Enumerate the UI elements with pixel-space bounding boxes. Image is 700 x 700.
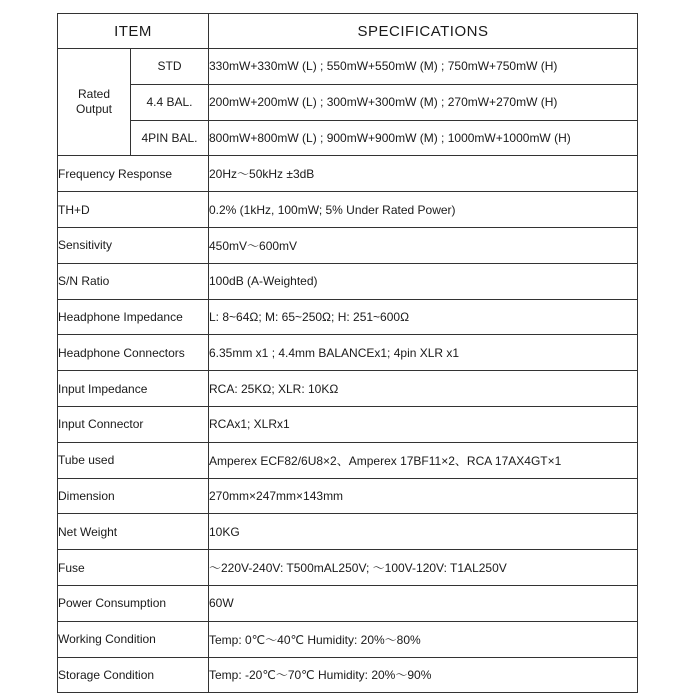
row-value: Temp: -20℃～70℃ Humidity: 20%～90% [209,657,638,693]
table-row [58,227,638,263]
table-row [58,442,638,478]
row-value: 270mm×247mm×143mm [209,478,638,514]
row-value: 10KG [209,514,638,550]
row-value: 6.35mm x1 ; 4.4mm BALANCEx1; 4pin XLR x1 [209,335,638,371]
row-label: Tube used [58,442,209,478]
row-value: Amperex ECF82/6U8×2、Amperex 17BF11×2、RCA 17AX4GT×1 [209,442,638,478]
row-label: Input Impedance [58,371,209,407]
header-row [58,14,638,49]
rated-output-label [58,49,131,156]
table-row [58,120,638,156]
rated-value: 200mW+200mW (L) ; 300mW+300mW (M) ; 270mW+270mW (H) [209,84,638,120]
row-value: 100dB (A-Weighted) [209,263,638,299]
row-value: 20Hz〜50kHz ±3dB [209,156,638,192]
rated-label-line: Rated [77,87,111,102]
row-label: Headphone Impedance [58,299,209,335]
rated-sub-label: 4PIN BAL. [131,120,209,156]
row-value: ～220V-240V: T500mAL250V; ～100V-120V: T1AL250V [209,550,638,586]
row-value: L: 8~64Ω; M: 65~250Ω; H: 251~600Ω [209,299,638,335]
table-row [58,299,638,335]
row-value: 60W [209,585,638,621]
rated-value: 330mW+330mW (L) ; 550mW+550mW (M) ; 750mW+750mW (H) [209,49,638,85]
row-label: Sensitivity [58,227,209,263]
specifications-table [57,13,638,693]
row-label: Frequency Response [58,156,209,192]
rated-value: 800mW+800mW (L) ; 900mW+900mW (M) ; 1000mW+1000mW (H) [209,120,638,156]
table-row [58,406,638,442]
table-row [58,371,638,407]
row-value: 450mV〜600mV [209,227,638,263]
table-row [58,84,638,120]
row-value: RCA: 25KΩ; XLR: 10KΩ [209,371,638,407]
row-label: Fuse [58,550,209,586]
row-label: Dimension [58,478,209,514]
row-label: Working Condition [58,621,209,657]
table-row [58,335,638,371]
table-row [58,156,638,192]
row-label: Storage Condition [58,657,209,693]
row-label: Power Consumption [58,585,209,621]
row-value: Temp: 0℃～40℃ Humidity: 20%～80% [209,621,638,657]
row-label: Headphone Connectors [58,335,209,371]
row-label: Net Weight [58,514,209,550]
table-row [58,657,638,693]
header-specifications: SPECIFICATIONS [209,14,638,49]
table-row [58,585,638,621]
rated-label-line: Output [75,102,113,117]
row-label: Input Connector [58,406,209,442]
table-row [58,514,638,550]
table-row [58,621,638,657]
row-value: RCAx1; XLRx1 [209,406,638,442]
table-row [58,263,638,299]
header-item: ITEM [58,14,209,49]
row-label: S/N Ratio [58,263,209,299]
row-label: TH+D [58,192,209,228]
table-row [58,550,638,586]
row-value: 0.2% (1kHz, 100mW; 5% Under Rated Power) [209,192,638,228]
table-row [58,49,638,85]
rated-sub-label: 4.4 BAL. [131,84,209,120]
table-row [58,192,638,228]
rated-sub-label: STD [131,49,209,85]
table-row [58,478,638,514]
